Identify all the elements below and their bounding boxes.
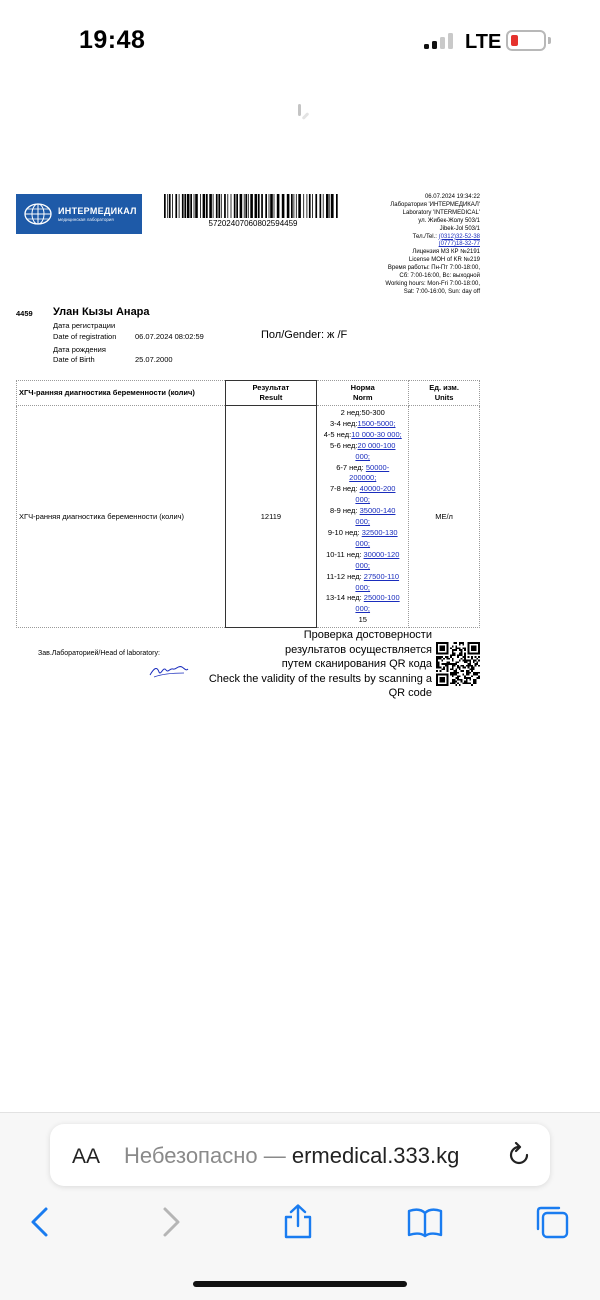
lab-logo	[16, 194, 142, 234]
phone-link-1[interactable]: (0312)32-52-38	[438, 233, 480, 240]
report-datetime: 06.07.2024 19:34:22	[424, 194, 480, 200]
norm-range-cont	[317, 561, 408, 572]
norm-range	[317, 528, 408, 539]
home-indicator	[193, 1281, 407, 1287]
logo-subtitle: медицинская лаборатория	[58, 217, 114, 222]
cellular-signal-icon	[424, 33, 456, 49]
header-units-ru: Ед. изм.	[429, 383, 459, 392]
signature-image	[148, 660, 190, 680]
battery-icon	[506, 30, 546, 51]
logo-name: ИНТЕРМЕДИКАЛ	[58, 206, 137, 216]
network-type: LTE	[465, 31, 502, 53]
lab-report	[16, 190, 480, 700]
result-value: 12119	[225, 406, 317, 628]
norm-ranges	[317, 406, 409, 628]
header-norm-en: Norm	[352, 393, 373, 402]
patient-name: Улан Кызы Анара	[53, 306, 150, 318]
registration-label-en: Date of registration	[53, 332, 117, 341]
patient-gender: Пол/Gender: ж /F	[261, 329, 348, 341]
url-text[interactable]	[124, 1143, 492, 1169]
url-domain: ermedical.333.kg	[291, 1143, 460, 1168]
norm-range-value: 27500-110	[363, 571, 400, 581]
verify-line-1: Проверка достоверности	[303, 629, 432, 641]
norm-range	[317, 430, 408, 441]
verify-line-4: Check the validity of the results by scanning a	[208, 672, 432, 685]
license-ru: Лицензия МЗ КР №2191	[412, 249, 480, 256]
norm-range	[317, 506, 408, 517]
norm-last: 15	[358, 615, 367, 625]
norm-range-value-cont: 000;	[355, 582, 371, 592]
norm-range-value-cont: 000;	[355, 517, 371, 527]
norm-range	[317, 441, 408, 452]
hours-ru-1: Время работы: Пн-Пт 7:00-18:00,	[387, 265, 480, 272]
hours-en-2: Sat: 7:00-16:00, Sun: day off	[403, 288, 480, 295]
header-units-en: Units	[434, 393, 454, 402]
norm-week: 9-10 нед:	[327, 527, 362, 537]
norm-range	[317, 593, 408, 604]
units-value: МЕ/л	[409, 406, 480, 628]
norm-week: 13-14 нед:	[325, 593, 364, 603]
norm-week: 4-5 нед:	[323, 429, 352, 439]
url-prefix: Небезопасно —	[124, 1143, 292, 1168]
test-name: ХГЧ-ранняя диагностика беременности (колич)	[17, 406, 226, 628]
header-result	[225, 381, 317, 406]
tabs-icon[interactable]	[534, 1204, 570, 1240]
share-icon[interactable]	[280, 1204, 316, 1240]
norm-week: 10-11 нед:	[326, 549, 364, 559]
globe-icon	[22, 202, 54, 226]
norm-range	[317, 408, 408, 419]
header-test: ХГЧ-ранняя диагностика беременности (колич)	[17, 381, 226, 406]
norm-range-value: 30000-120	[363, 549, 400, 559]
norm-range-cont	[317, 604, 408, 615]
norm-range-cont	[317, 473, 408, 484]
table-row	[17, 406, 480, 628]
norm-range-cont	[317, 539, 408, 550]
back-icon[interactable]	[22, 1204, 58, 1240]
license-en: License MOH of KR №219	[408, 257, 480, 264]
table-header-row	[17, 381, 480, 406]
norm-range-value: 10 000-30 000;	[351, 429, 402, 439]
norm-range-value: 40000-200	[359, 484, 396, 494]
norm-range	[317, 463, 408, 474]
norm-range-cont	[317, 495, 408, 506]
dob-label-ru: Дата рождения	[53, 345, 106, 354]
lab-name-ru: Лаборатория 'ИНТЕРМЕДИКАЛ'	[390, 201, 480, 208]
bookmarks-icon[interactable]	[407, 1204, 443, 1240]
lab-info	[340, 194, 480, 297]
lab-address-ru: ул. Жибек-Жолу 503/1	[418, 217, 480, 224]
head-of-lab-label: Зав.Лабораторией/Head of laboratory:	[38, 650, 160, 657]
header-norm	[317, 381, 409, 406]
norm-range	[317, 419, 408, 430]
status-time: 19:48	[79, 26, 146, 54]
norm-range-value-cont: 000;	[355, 604, 371, 614]
norm-week: 6-7 нед:	[336, 462, 366, 472]
header-result-en: Result	[259, 393, 283, 402]
barcode	[164, 194, 342, 218]
norm-week: 7-8 нед:	[329, 484, 360, 494]
qr-code	[436, 642, 480, 686]
norm-range-value: 25000-100	[363, 593, 400, 603]
phone-link-2[interactable]: (0777)18-32-77	[438, 241, 480, 248]
norm-range	[317, 572, 408, 583]
norm-week: 8-9 нед:	[329, 506, 360, 516]
norm-range-value: 32500-130	[361, 527, 398, 537]
lab-name-en: Laboratory 'INTERMEDICAL'	[402, 209, 480, 216]
verification-note	[192, 628, 432, 701]
text-size-button[interactable]	[72, 1145, 100, 1169]
results-table	[16, 380, 480, 628]
verify-line-3: путем сканирования QR кода	[281, 658, 432, 671]
tel-label: Тел./Tel.:	[412, 233, 437, 240]
header-units	[409, 381, 480, 406]
hours-en-1: Working hours: Mon-Fri 7:00-18:00,	[385, 280, 480, 287]
barcode-number: 57202407060802594459	[208, 219, 298, 228]
norm-range-value-cont: 000;	[355, 560, 371, 570]
date-of-birth: 25.07.2000	[135, 355, 173, 364]
norm-range-value-cont: 000;	[355, 538, 371, 548]
norm-range-value-cont: 200000;	[349, 473, 377, 483]
lab-address-en: Jibek-Jol 503/1	[439, 225, 480, 232]
norm-week: 2 нед:	[340, 408, 362, 417]
norm-range-value: 50000-	[365, 462, 390, 472]
norm-week: 5-6 нед:	[329, 440, 358, 450]
hours-ru-2: Сб: 7:00-16:00, Вс: выходной	[399, 273, 480, 280]
norm-range	[317, 484, 408, 495]
verify-line-5: QR code	[388, 687, 432, 700]
header-result-ru: Результат	[252, 383, 290, 392]
norm-week: 11-12 нед:	[326, 571, 364, 581]
norm-range-value-cont: 000;	[355, 495, 371, 505]
text-size-label: AA	[72, 1145, 101, 1168]
forward-icon[interactable]	[153, 1204, 189, 1240]
norm-range-value-cont: 000;	[355, 451, 371, 461]
verify-line-2: результатов осуществляется	[285, 643, 432, 656]
norm-range-cont	[317, 583, 408, 594]
registration-date: 06.07.2024 08:02:59	[135, 332, 204, 341]
norm-range-value: 50-300	[361, 408, 385, 417]
norm-range-value: 20 000-100	[357, 440, 396, 450]
reload-icon[interactable]	[507, 1142, 531, 1168]
registration-label-ru: Дата регистрации	[53, 321, 116, 330]
header-norm-ru: Норма	[350, 383, 375, 392]
patient-id: 4459	[16, 309, 33, 318]
norm-range-value: 1500-5000;	[357, 418, 396, 428]
norm-range-cont	[317, 452, 408, 463]
battery-cap	[548, 37, 551, 44]
dob-label-en: Date of Birth	[53, 355, 95, 364]
norm-range	[317, 550, 408, 561]
norm-week: 3-4 нед:	[329, 418, 358, 428]
norm-range-cont	[317, 517, 408, 528]
loading-spinner-icon	[296, 104, 314, 120]
norm-range-value: 35000-140	[359, 506, 396, 516]
